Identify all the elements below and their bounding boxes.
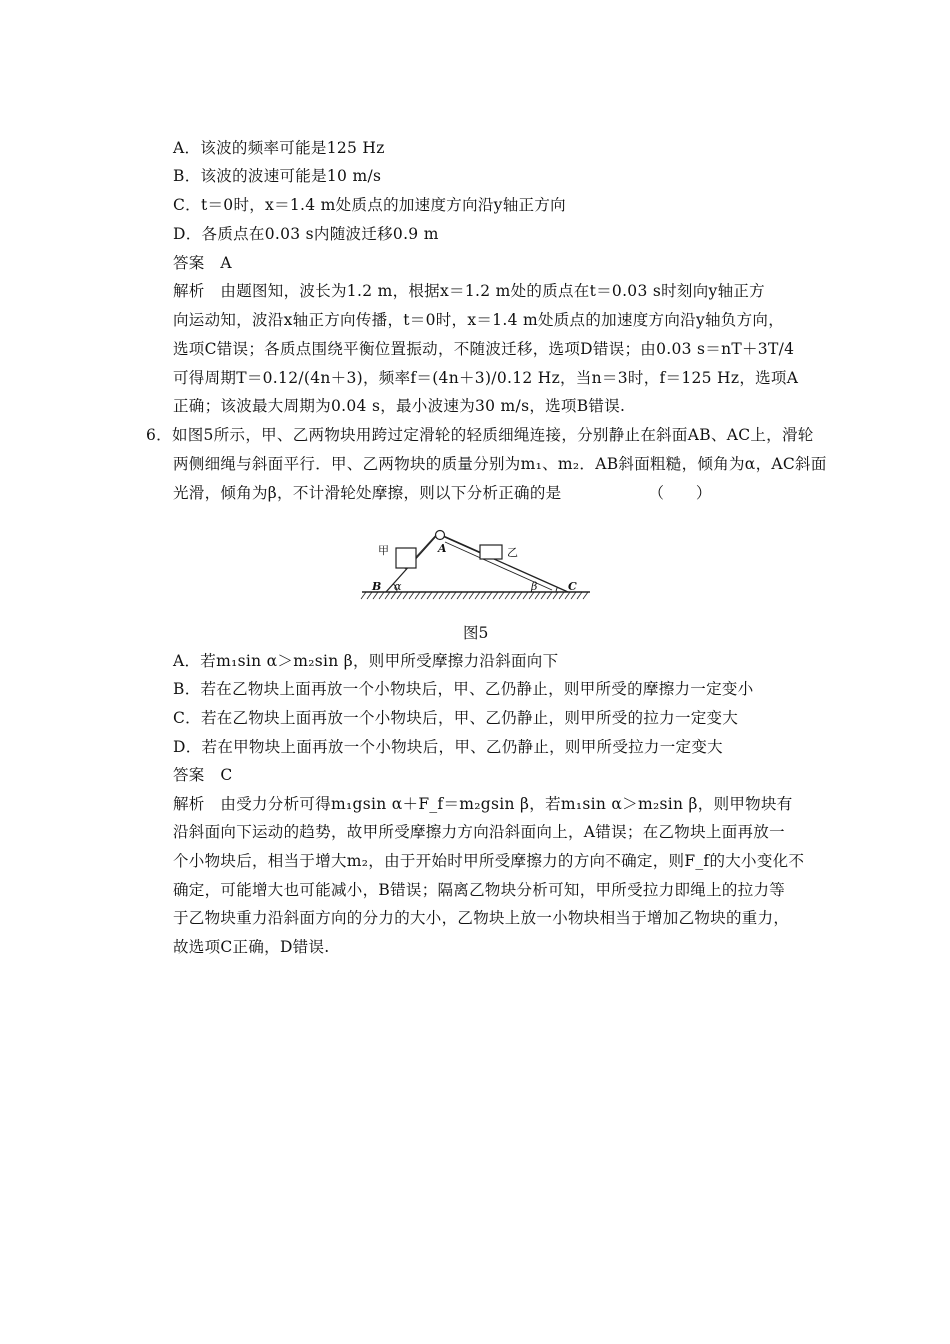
figure-caption: 图5 xyxy=(463,624,489,642)
q5-answer: 答案 A xyxy=(173,254,232,272)
pulley xyxy=(436,531,445,540)
ground xyxy=(361,592,590,599)
block-jia xyxy=(396,548,416,568)
q6-analysis-line-4: 确定，可能增大也可能减小，B错误；隔离乙物块分析可知，甲所受拉力即绳上的拉力等 xyxy=(173,881,786,899)
q6-analysis-line-5: 于乙物块重力沿斜面方向的分力的大小，乙物块上放一小物块相当于增加乙物块的重力， xyxy=(173,909,790,927)
q6-option-a: A．若m₁sin α＞m₂sin β，则甲所受摩擦力沿斜面向下 xyxy=(173,652,559,670)
label-jia: 甲 xyxy=(378,544,389,557)
incline-diagram xyxy=(360,528,592,608)
label-b: B xyxy=(372,580,382,593)
q5-analysis-line-4: 可得周期T＝0.12/(4n＋3)，频率f＝(4n＋3)/0.12 Hz，当n＝3时，f＝125 Hz，选项A xyxy=(173,369,799,387)
label-a: A xyxy=(438,542,447,555)
q6-answer: 答案 C xyxy=(173,766,233,784)
q5-analysis-line-3: 选项C错误；各质点围绕平衡位置振动，不随波迁移，选项D错误；由0.03 s＝nT＋3T/4 xyxy=(173,340,795,358)
q6-analysis-line-2: 沿斜面向下运动的趋势，故甲所受摩擦力方向沿斜面向上，A错误；在乙物块上面再放一 xyxy=(173,823,785,841)
q5-option-c: C．t＝0时，x＝1.4 m处质点的加速度方向沿y轴正方向 xyxy=(173,196,566,214)
q6-analysis-line-3: 个小物块后，相当于增大m₂，由于开始时甲所受摩擦力的方向不确定，则F_f的大小变化不 xyxy=(173,852,805,870)
label-yi: 乙 xyxy=(507,546,518,559)
label-beta: β xyxy=(531,580,538,593)
q6-analysis-line-1: 解析 由受力分析可得m₁gsin α＋F_f＝m₂gsin β，若m₁sin α＞m₂sin β，则甲物块有 xyxy=(173,795,793,813)
q5-option-a: A．该波的频率可能是125 Hz xyxy=(173,139,385,157)
q5-option-d: D．各质点在0.03 s内随波迁移0.9 m xyxy=(173,225,439,243)
block-yi xyxy=(480,545,502,559)
q6-option-d: D．若在甲物块上面再放一个小物块后，甲、乙仍静止，则甲所受拉力一定变大 xyxy=(173,738,723,756)
q6-option-b: B．若在乙物块上面再放一个小物块后，甲、乙仍静止，则甲所受的摩擦力一定变小 xyxy=(173,680,754,698)
q6-option-c: C．若在乙物块上面再放一个小物块后，甲、乙仍静止，则甲所受的拉力一定变大 xyxy=(173,709,739,727)
q5-analysis-line-2: 向运动知，波沿x轴正方向传播，t＝0时，x＝1.4 m处质点的加速度方向沿y轴负方向， xyxy=(173,311,785,329)
q5-option-b: B．该波的波速可能是10 m/s xyxy=(173,167,382,185)
q6-analysis-line-6: 故选项C正确，D错误. xyxy=(173,938,330,956)
label-alpha: α xyxy=(394,580,402,593)
q6-stem-line-3: 光滑，倾角为β，不计滑轮处摩擦，则以下分析正确的是 （ ） xyxy=(173,484,712,502)
q6-stem-line-2: 两侧细绳与斜面平行．甲、乙两物块的质量分别为m₁、m₂．AB斜面粗糙，倾角为α，AC斜面 xyxy=(173,455,827,473)
q5-analysis-line-5: 正确；该波最大周期为0.04 s，最小波速为30 m/s，选项B错误. xyxy=(173,397,626,415)
q6-stem-line-1: 6．如图5所示，甲、乙两物块用跨过定滑轮的轻质细绳连接，分别静止在斜面AB、AC上，滑轮 xyxy=(146,426,814,444)
q5-analysis-line-1: 解析 由题图知，波长为1.2 m，根据x＝1.2 m处的质点在t＝0.03 s时刻向y轴正方 xyxy=(173,282,765,300)
label-c: C xyxy=(568,580,577,593)
